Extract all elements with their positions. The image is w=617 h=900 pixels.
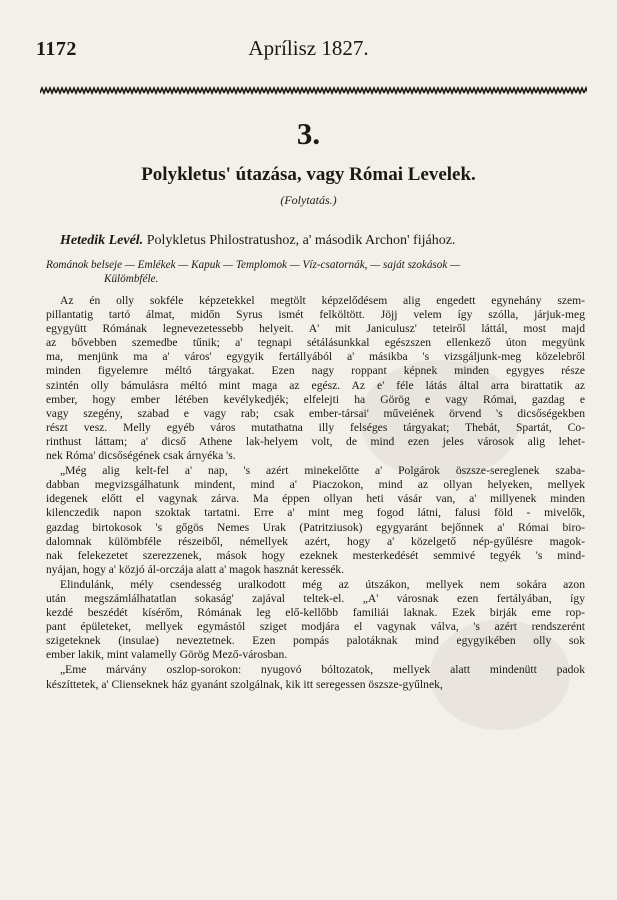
text-line: ember, hogy ember létében kevélykedjék; elfelejti ha Görög e vagy Római, gazdag e [46,392,585,406]
paragraph [46,464,585,577]
text-line: vagy szegény, szabad e vagy rab; csak ember-társai' műveiének örvend 's dicsőségekben [46,406,585,420]
running-date: Aprílisz 1827. [248,36,369,60]
text-line: ember lakik, mint valamelly Görög Mező-városban. [46,648,288,662]
decorative-rule [40,86,587,96]
text-line: kezdé beszédét kísérőm, Rómának leg elő-kellőbb familiái laknak. Ezek birják eme rop- [46,606,585,620]
text-line: minden figyelemre méltó tárgyakat. Ezen nagy roppant képnek minden egygyes része [46,364,585,378]
text-line: nyájan, hogy a' közjó ál-orczája alatt a' magok hasznát keressék. [46,562,345,576]
contents-line: Románok belseje — Emlékek — Kapuk — Templomok — Víz-csatornák, — saját szokások — [46,259,461,271]
text-line: az bővebben szemedbe tűnik; a' tegnapi sétálásunkkal egészszen ellenkező úton megyünk [46,336,585,350]
text-line: pillantatig tartó álmat, midőn Syrus ismét felköltött. Jöjj velem így szólla, járjuk-meg [46,308,585,322]
contents-line: Külömbféle. [104,273,159,285]
text-line: dabban megvizsgálhatunk mindent, mind a' Piaczokon, mind az ollyan helyeken, mellyek [46,478,585,492]
article-title: Polykletus' útazása, vagy Római Levelek. [141,164,476,185]
text-line: Az én olly sokféle képzetekkel megtölt képzelődésem alig engedett egynehány szem- [60,294,585,307]
letter-contents [46,258,587,286]
page-number: 1172 [36,38,77,60]
paragraph [46,663,585,691]
text-line: „Eme márvány oszlop-sorokon: nyugovó bóltozatok, mellyek alatt mindenütt padok [60,663,585,677]
text-line: idegenek előtt el vagynak zárva. Ma éppen ollyan heti vásár van, a' millyenek minden [46,492,585,506]
text-line: nek Róma' dicsőségének csak árnyéka 's. [46,449,236,463]
text-line: kilenczedik napon szoktak tartatni. Erre a' mint meg fogod látni, falusi föld - mivelők, [46,506,585,520]
paragraph-gap [46,692,585,693]
body-text [46,294,585,693]
text-line: után megszámlálhatatlan sokaság' zajával teltek-el. „A' városnak ezen fertályában, így [46,591,585,605]
letter-address: Polykletus Philostratushoz, a' második Archon' fijához. [146,233,456,248]
text-line: nak felekezetet szerezzenek, mások hogy ezeknek mesterkedését semmivé tegyék 's mind- [46,548,585,562]
paragraph [46,578,585,663]
text-line: szintén olly bámulásra méltó mint maga az egész. Az e' féle látás által arra birattatik az [46,378,585,392]
text-line: szigeteknek (insulae) neveztetnek. Ezen pompás palotáknak mind egygyikében olly sok [46,634,585,648]
continuation-note: (Folytatás.) [280,193,337,207]
text-line: részt vesz. Melly egyéb város mutathatna illy felséges tárgyakat; Thebát, Spartát, Co- [46,420,585,434]
text-line: gazdag birtokosok 's gőgös Nemes Urak (Patritziusok) egygyaránt bejőnnek a' Római biro- [46,520,585,534]
letter-heading [60,233,587,249]
text-line: ma, menjünk ma a' város' egygyik fertállyából a' másikba 's vizsgáljunk-meg közelebről [46,350,585,364]
text-line: rinthust láttam; a' dicső Athene lak-helyem volt, de mind ezen jeles városok alig lehet- [46,434,585,448]
section-number: 3. [296,116,321,151]
paragraph [46,294,585,463]
letter-label: Hetedik Levél. [60,233,144,248]
text-line: „Még alig kelt-fel a' nap, 's azért minekelőtte a' Polgárok öszsze-sereglenek szaba- [60,464,585,478]
text-line: egygyütt Rómának legnevezetessebb helyeit. A' mit Janiculusz' teteiről láttál, most majd [46,322,585,336]
text-line: készíttetek, a' Clienseknek ház gyanánt szolgálnak, kik itt seregessen öszsze-gyűlnek, [46,677,443,691]
running-head [36,30,581,66]
text-line: pant épületeket, mellyek egymástól sziget modjára el vagynak válva, 's azért rendszerént [46,620,585,634]
text-line: Elindulánk, mély csendesség uralkodott még az útszákon, mellyek nem sokára azon [60,577,585,591]
text-line: dalomnak külömbféle részeiből, némellyek azért, hogy a' közelgető nép-gyűlésre magok- [46,534,585,548]
